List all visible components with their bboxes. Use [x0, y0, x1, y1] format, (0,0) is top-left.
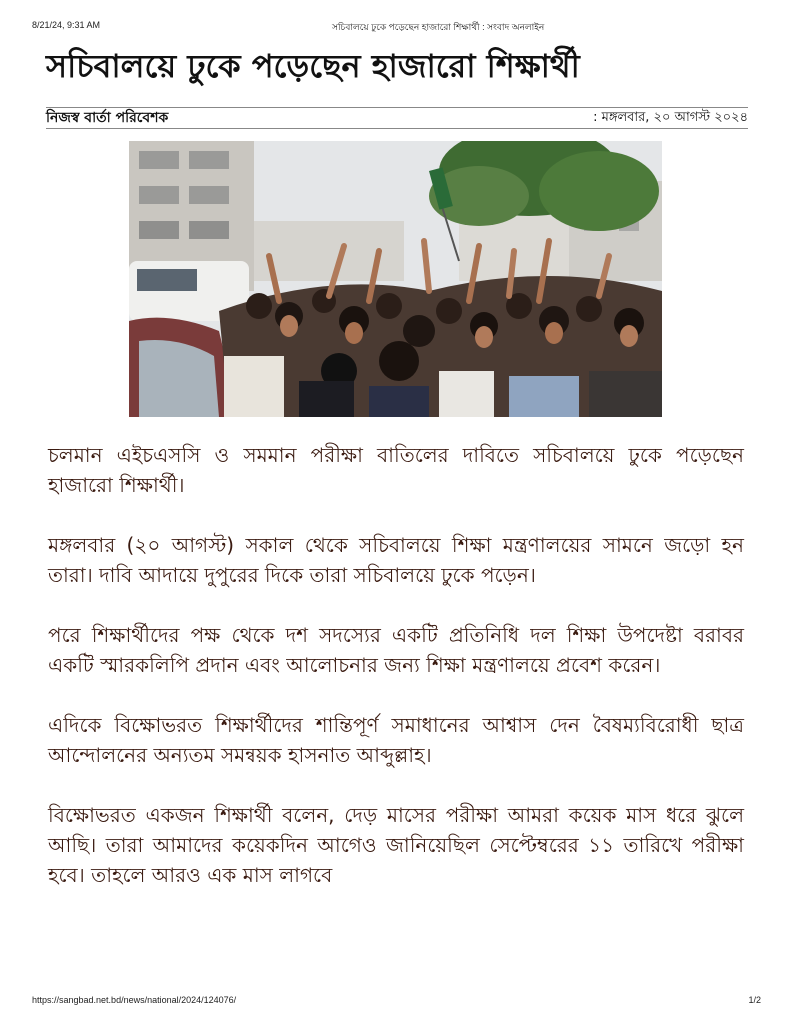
- byline-bar: [46, 107, 748, 129]
- print-footer: [32, 995, 761, 1009]
- crowd-protest-photo: [129, 141, 662, 417]
- article-paragraph: চলমান এইচএসসি ও সমমান পরীক্ষা বাতিলের দাবিতে সচিবালয়ে ঢুকে পড়েছেন হাজারো শিক্ষার্থী।: [48, 443, 744, 497]
- article-date: : মঙ্গলবার, ২০ আগস্ট ২০২৪: [593, 110, 748, 125]
- print-datetime: 8/21/24, 9:31 AM: [32, 20, 101, 30]
- article-paragraph: মঙ্গলবার (২০ আগস্ট) সকাল থেকে সচিবালয়ে শিক্ষা মন্ত্রণালয়ের সামনে জড়ো হন তারা। দাবি আদায়ে দুপুরের দিকে তারা সচিবালয়ে ঢুকে পড়েন।: [48, 533, 744, 587]
- article-headline: সচিবালয়ে ঢুকে পড়েছেন হাজারো শিক্ষার্থী: [46, 47, 580, 85]
- article-body: [48, 440, 744, 920]
- print-document-title: সচিবালয়ে ঢুকে পড়েছেন হাজারো শিক্ষার্থী : সংবাদ অনলাইন: [332, 22, 545, 32]
- print-page-number: 1/2: [748, 995, 761, 1005]
- article-paragraph: এদিকে বিক্ষোভরত শিক্ষার্থীদের শান্তিপূর্ণ সমাধানের আশ্বাস দেন বৈষম্যবিরোধী ছাত্র আন্দোলনের অন্যতম সমন্বয়ক হাসনাত আব্দুল্লাহ।: [48, 713, 744, 767]
- article-photo: [129, 141, 662, 417]
- article-byline: নিজস্ব বার্তা পরিবেশক: [46, 110, 169, 126]
- print-url: https://sangbad.net.bd/news/national/2024/124076/: [32, 995, 237, 1005]
- print-header: [32, 20, 761, 34]
- article-paragraph: বিক্ষোভরত একজন শিক্ষার্থী বলেন, দেড় মাসের পরীক্ষা আমরা কয়েক মাস ধরে ঝুলে আছি। তারা আমাদের কয়েকদিন আগেও জানিয়েছিল সেপ্টেম্বরের ১১ তারিখে পরীক্ষা হবে। তাহলে আরও এক মাস লাগবে: [48, 803, 744, 887]
- article-paragraph: পরে শিক্ষার্থীদের পক্ষ থেকে দশ সদস্যের একটি প্রতিনিধি দল শিক্ষা উপদেষ্টা বরাবর একটি স্মারকলিপি প্রদান এবং আলোচনার জন্য শিক্ষা মন্ত্রণালয়ে প্রবেশ করেন।: [48, 623, 744, 677]
